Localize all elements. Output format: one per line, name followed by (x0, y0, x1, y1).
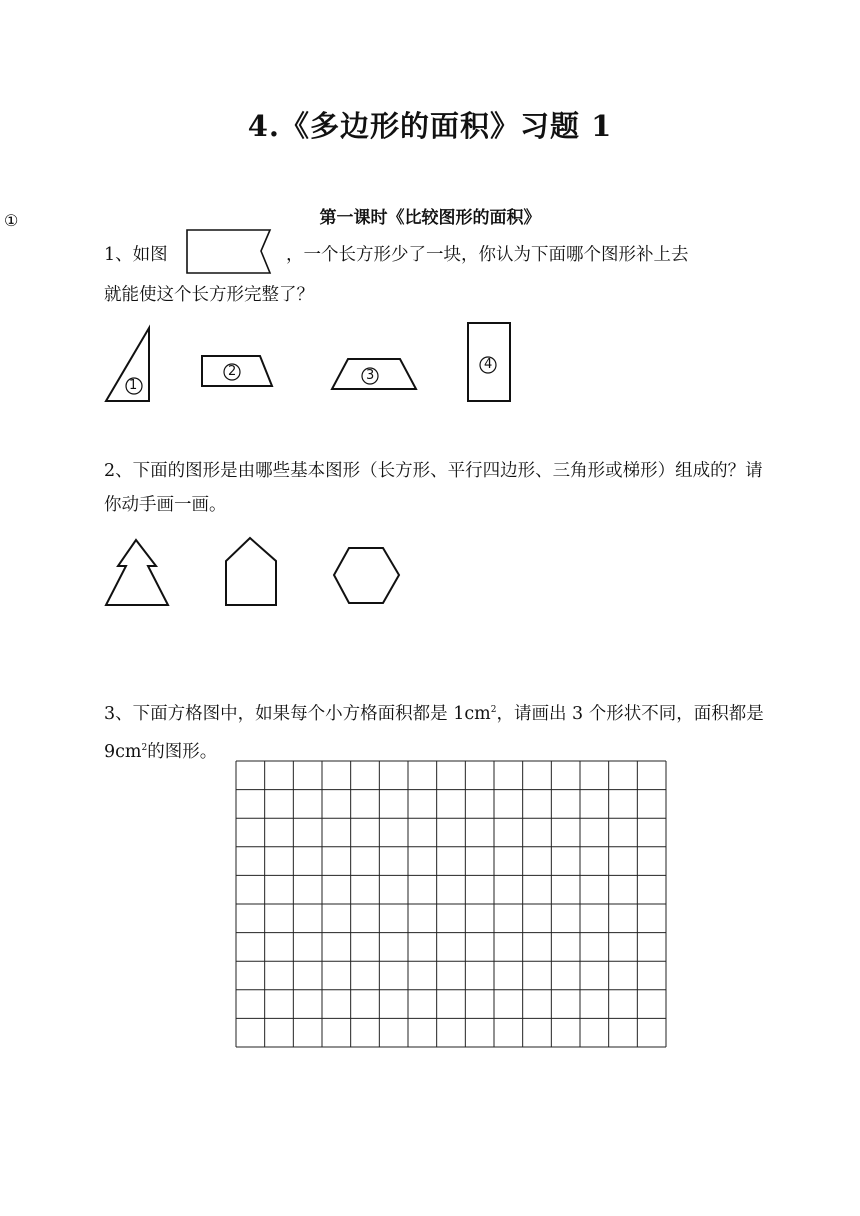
option-2-number: 2 (228, 364, 237, 379)
notched-rectangle-figure (186, 229, 276, 277)
option-3-trapezoid (330, 357, 420, 393)
option-1-number: 1 (129, 378, 138, 393)
option-3-number: 3 (366, 368, 375, 383)
tree-shape-figure (104, 538, 170, 608)
q3-text: 3、下面方格图中，如果每个小方格面积都是 $1cm^2$，请画出 3 个形状不同，面积都是 $9cm^2$的图形。 (104, 703, 764, 762)
option-4-number: 4 (484, 357, 493, 372)
q1-suffix: ，一个长方形少了一块，你认为下面哪个图形补上去 (286, 245, 689, 265)
page-title: 4.《多边形的面积》习题 1 (247, 109, 613, 143)
option-1-label: ① (4, 211, 19, 230)
q2-text: 2、下面的图形是由哪些基本图形（长方形、平行四边形、三角形或梯形）组成的？请你动手画一画。 (104, 461, 763, 515)
q1-prefix: 1、如图 (104, 245, 168, 265)
q1-line2: 就能使这个长方形完整了？ (104, 285, 314, 305)
house-shape-figure (224, 536, 278, 608)
lesson-title: 第一课时《比较图形的面积》 (319, 208, 541, 228)
option-2-trapezoid (200, 354, 276, 390)
square-grid[interactable] (235, 760, 667, 1048)
hexagon-figure (332, 546, 402, 606)
